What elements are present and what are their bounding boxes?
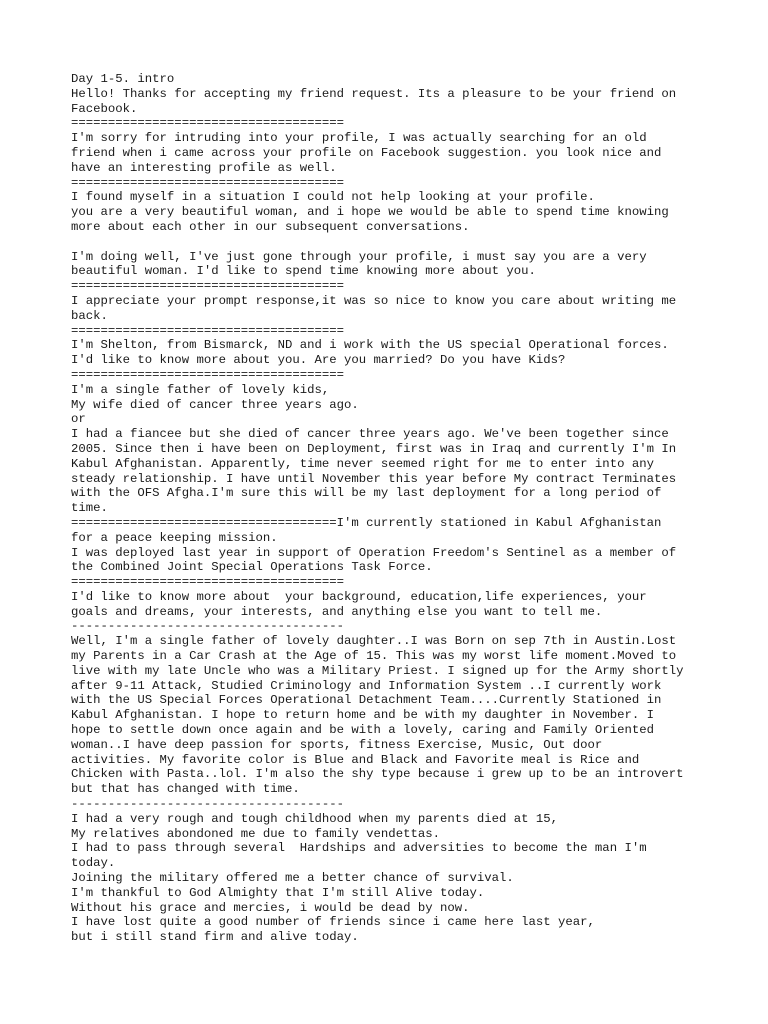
text-line: ===================================== (71, 367, 345, 382)
text-line: with the OFS Afgha.I'm sure this will be my last deployment for a long period of (71, 486, 662, 501)
text-line: Kabul Afghanistan. Apparently, time never seemed right for me to enter into any (71, 456, 654, 471)
text-line: friend when i came across your profile on Facebook suggestion. you look nice and (71, 145, 662, 160)
document-body (71, 72, 711, 945)
text-line: I had to pass through several Hardships and adversities to become the man I'm (71, 841, 647, 856)
text-line: I'd like to know more about your background, education,life experiences, your (71, 589, 647, 604)
text-line: Well, I'm a single father of lovely daughter..I was Born on sep 7th in Austin.Lost (71, 634, 677, 649)
text-line: ===================================== (71, 175, 345, 190)
text-line: after 9-11 Attack, Studied Criminology and Information System ..I currently work (71, 678, 662, 693)
text-line: ------------------------------------- (71, 619, 345, 634)
text-line: ===================================== (71, 279, 345, 294)
text-line: ===================================== (71, 323, 345, 338)
text-line: I'm sorry for intruding into your profile, I was actually searching for an old (71, 131, 647, 146)
text-line: Joining the military offered me a better chance of survival. (71, 871, 514, 886)
text-line: I found myself in a situation I could not help looking at your profile. (71, 190, 595, 205)
text-line: you are a very beautiful woman, and i hope we would be able to spend time knowing (71, 205, 669, 220)
text-line: ====================================I'm currently stationed in Kabul Afghanistan (71, 515, 662, 530)
text-line: woman..I have deep passion for sports, fitness Exercise, Music, Out door (71, 737, 603, 752)
text-line: but i still stand firm and alive today. (71, 930, 359, 945)
text-line: I'm thankful to God Almighty that I'm still Alive today. (71, 885, 485, 900)
text-line: more about each other in our subsequent conversations. (71, 219, 470, 234)
text-line: My wife died of cancer three years ago. (71, 397, 359, 412)
text-line: live with my late Uncle who was a Military Priest. I signed up for the Army shortly (71, 663, 684, 678)
text-line: for a peace keeping mission. (71, 530, 278, 545)
text-line: my Parents in a Car Crash at the Age of 15. This was my worst life moment.Moved to (71, 649, 677, 664)
text-line: have an interesting profile as well. (71, 160, 337, 175)
text-line: ------------------------------------- (71, 797, 345, 812)
text-line: Kabul Afghanistan. I hope to return home and be with my daughter in November. I (71, 708, 654, 723)
text-line: activities. My favorite color is Blue and Black and Favorite meal is Rice and (71, 752, 640, 767)
text-line: Chicken with Pasta..lol. I'm also the shy type because i grew up to be an introvert (71, 767, 684, 782)
text-line: with the US Special Forces Operational Detachment Team....Currently Stationed in (71, 693, 662, 708)
text-line: I'm Shelton, from Bismarck, ND and i work with the US special Operational forces. (71, 338, 669, 353)
text-line: back. (71, 308, 108, 323)
text-line: I'd like to know more about you. Are you married? Do you have Kids? (71, 353, 566, 368)
text-line: 2005. Since then i have been on Deployment, first was in Iraq and currently I'm In (71, 441, 677, 456)
text-line: I'm a single father of lovely kids, (71, 382, 330, 397)
text-line: hope to settle down once again and be with a lovely, caring and Family Oriented (71, 723, 654, 738)
blank-line (71, 235, 711, 250)
text-line: today. (71, 856, 116, 871)
text-line: I'm doing well, I've just gone through your profile, i must say you are a very (71, 249, 647, 264)
text-line: time. (71, 501, 108, 516)
text-line: ===================================== (71, 116, 345, 131)
text-line: I appreciate your prompt response,it was so nice to know you care about writing me (71, 293, 677, 308)
text-line: I had a fiancee but she died of cancer three years ago. We've been together since (71, 427, 669, 442)
text-line: Facebook. (71, 101, 138, 116)
text-line: goals and dreams, your interests, and anything else you want to tell me. (71, 604, 603, 619)
text-line: I had a very rough and tough childhood when my parents died at 15, (71, 811, 559, 826)
text-line: or (71, 412, 86, 427)
text-line: I was deployed last year in support of Operation Freedom's Sentinel as a member of (71, 545, 677, 560)
text-line: Without his grace and mercies, i would be dead by now. (71, 900, 470, 915)
text-line: the Combined Joint Special Operations Task Force. (71, 560, 433, 575)
text-line: I have lost quite a good number of friends since i came here last year, (71, 915, 595, 930)
text-line: Day 1-5. intro (71, 72, 175, 86)
text-line: beautiful woman. I'd like to spend time knowing more about you. (71, 264, 536, 279)
text-line: steady relationship. I have until November this year before My contract Terminates (71, 471, 677, 486)
text-line: ===================================== (71, 575, 345, 590)
text-line: Hello! Thanks for accepting my friend request. Its a pleasure to be your friend on (71, 86, 677, 101)
text-line: but that has changed with time. (71, 782, 300, 797)
text-line: My relatives abondoned me due to family vendettas. (71, 826, 440, 841)
